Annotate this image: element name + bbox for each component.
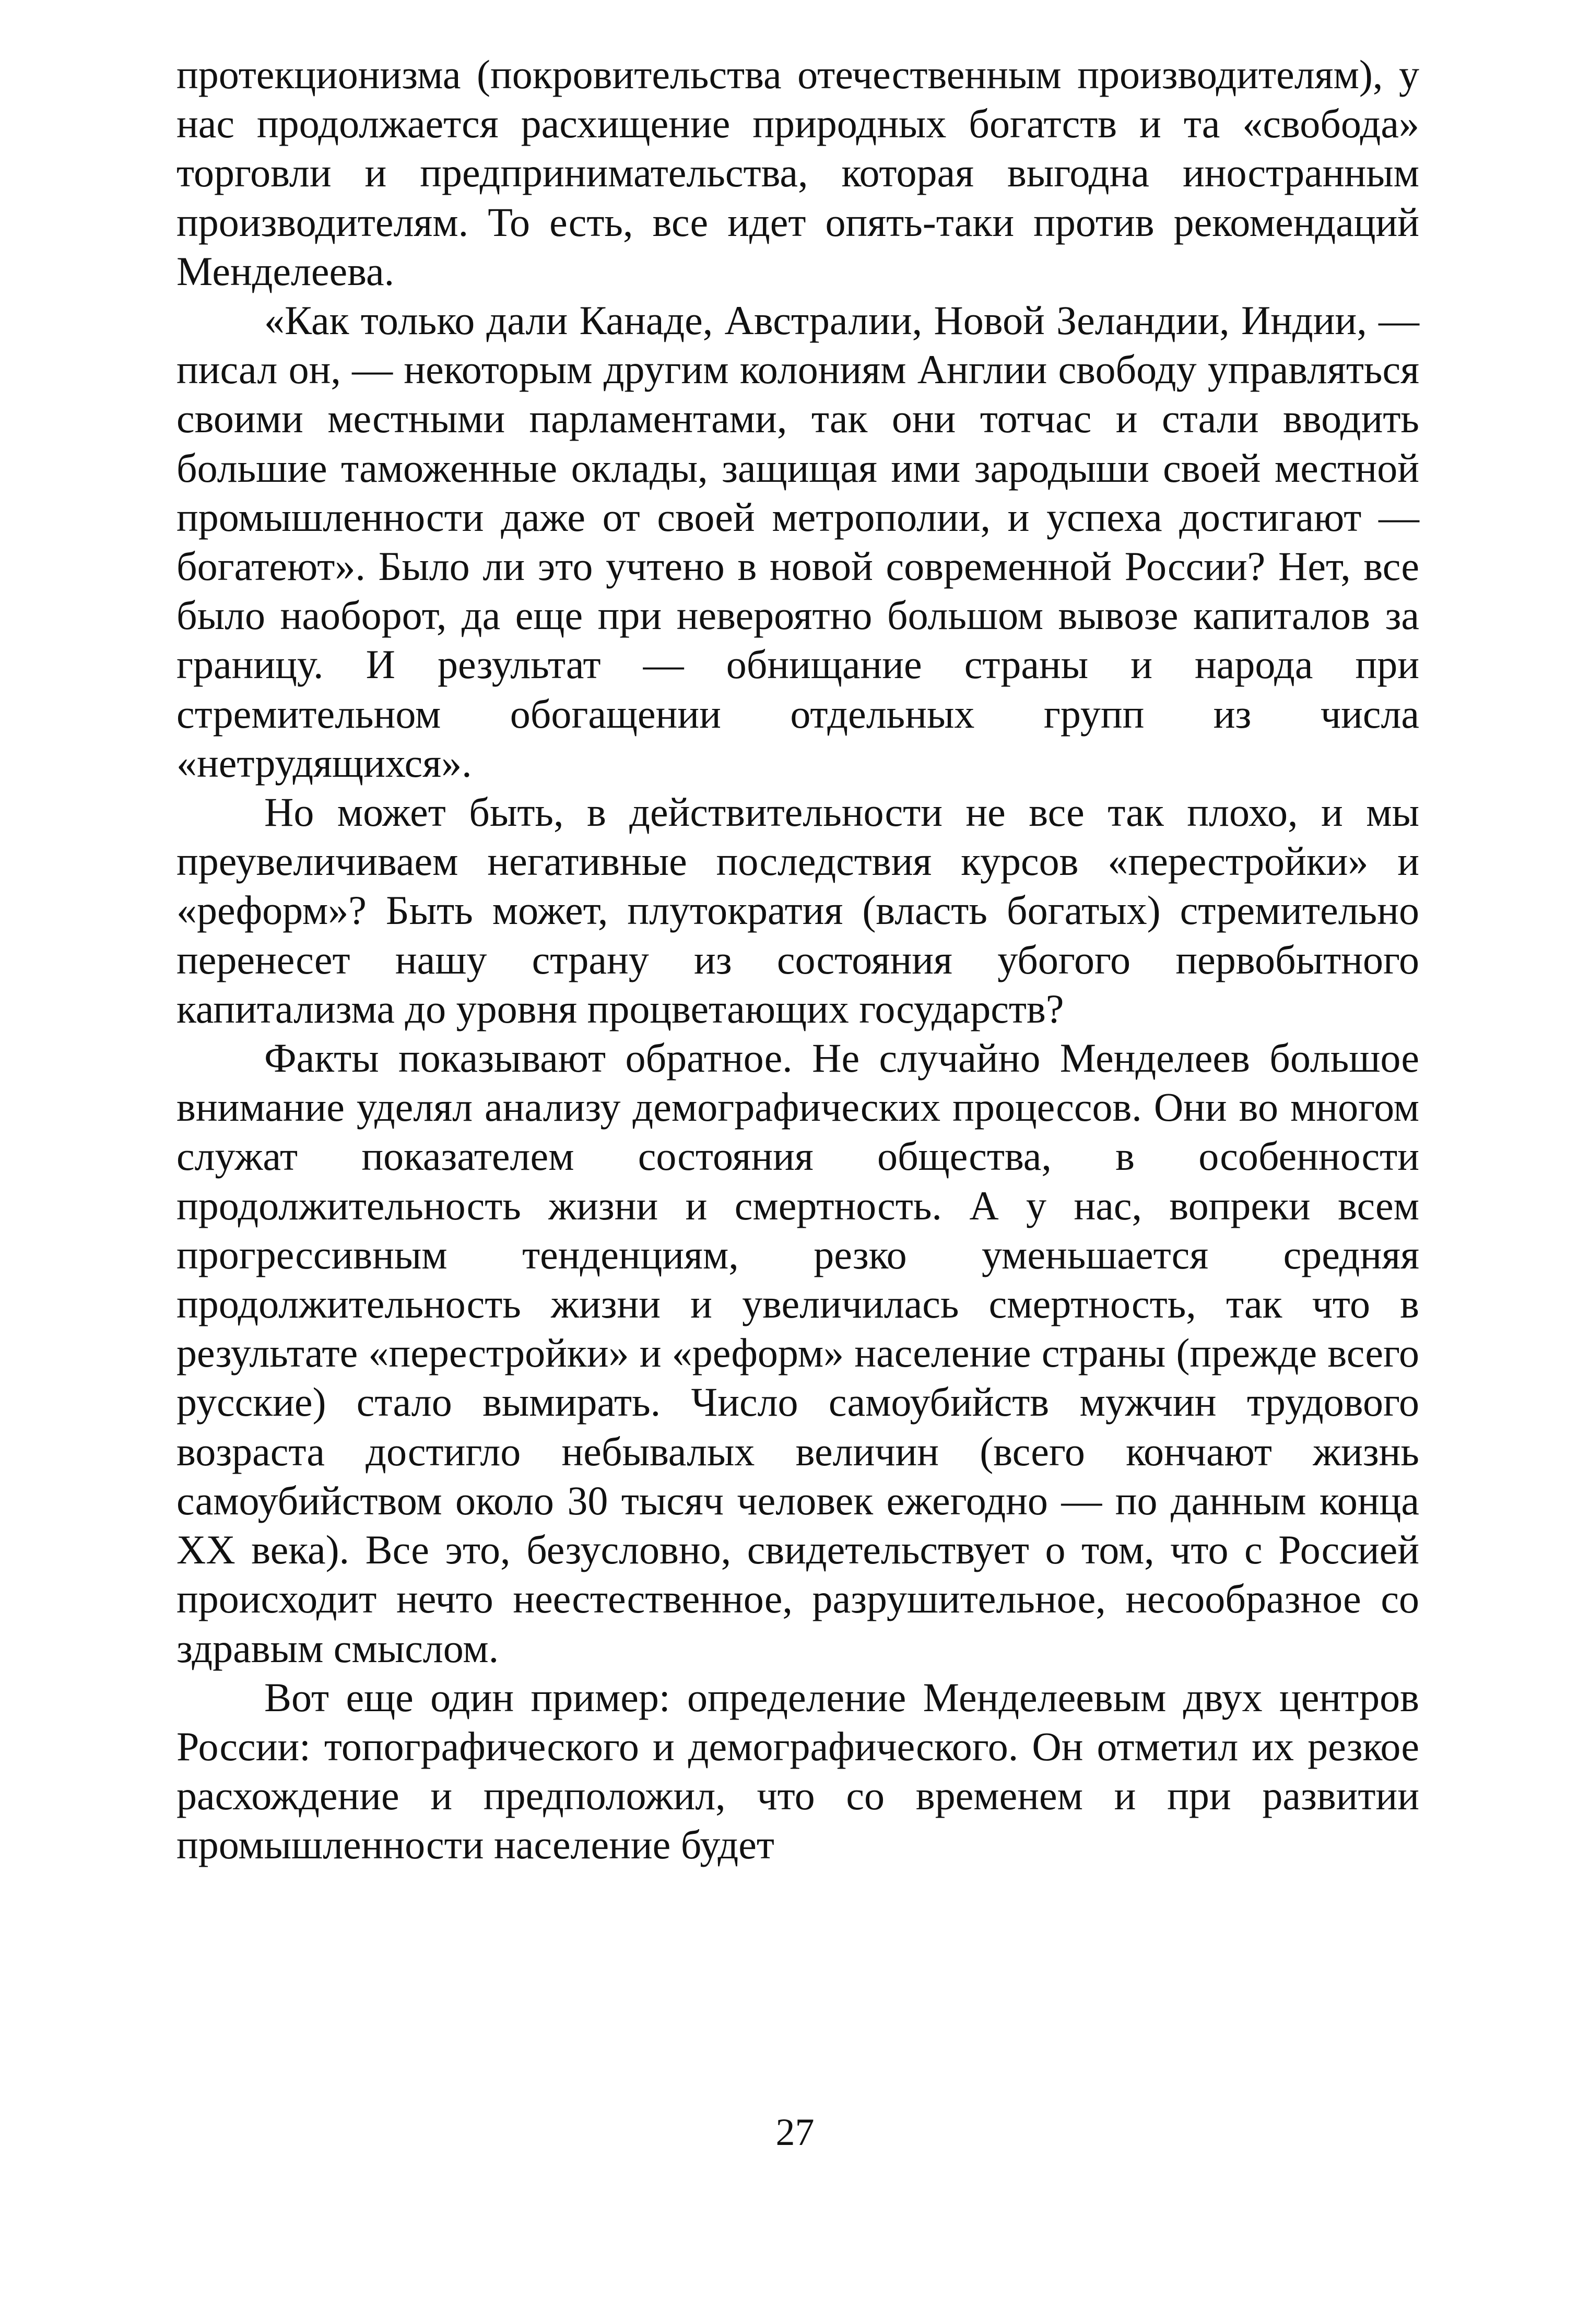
paragraph-3: Но может быть, в действительности не все так плохо, и мы преувеличиваем негативные последствия курсов «перестройки» и «реформ»? Быть может, плутократия (власть богатых) стремительно перенесет нашу страну из состояния убогого первобытного капитализма до уровня процветающих государств? [176, 789, 1419, 1031]
paragraph-2: «Как только дали Канаде, Австралии, Новой Зеландии, Индии, — писал он, — некоторым другим колониям Англии свободу управляться своими местными парламентами, так они тотчас и стали вводить большие таможенные оклады, защищая ими зародыши своей местной промышленности даже от своей метрополии, и успеха достигают — богатеют». Было ли это учтено в новой современной России? Нет, все было наоборот, да еще при невероятно большом вывозе капиталов за границу. И результат — обнищание страны и народа при стремительном обогащении отдельных групп из числа «нетрудящихся». [176, 298, 1419, 786]
body-text [176, 50, 1419, 1870]
paragraph-5: Вот еще один пример: определение Менделеевым двух центров России: топографического и демографического. Он отметил их резкое расхождение и предположил, что со временем и при развитии промышленности население будет [176, 1674, 1419, 1868]
paragraph-1: протекционизма (покровительства отечественным производителям), у нас продолжается расхищение природных богатств и та «свобода» торговли и предпринимательства, которая выгодна иностранным производителям. То есть, все идет опять-таки против рекомендаций Менделеева. [176, 52, 1419, 294]
paragraph-4: Факты показывают обратное. Не случайно Менделеев большое внимание уделял анализу демографических процессов. Они во многом служат показателем состояния общества, в особенности продолжительность жизни и смертность. А у нас, вопреки всем прогрессивным тенденциям, резко уменьшается средняя продолжительность жизни и увеличилась смертность, так что в результате «перестройки» и «реформ» население страны (прежде всего русские) стало вымирать. Число самоубийств мужчин трудового возраста достигло небывалых величин (всего кончают жизнь самоубийством около 30 тысяч человек ежегодно — по данным конца XX века). Все это, безусловно, свидетельствует о том, что с Россией происходит нечто неестественное, разрушительное, несообразное со здравым смыслом. [176, 1035, 1419, 1671]
page-number: 27 [775, 2111, 815, 2154]
